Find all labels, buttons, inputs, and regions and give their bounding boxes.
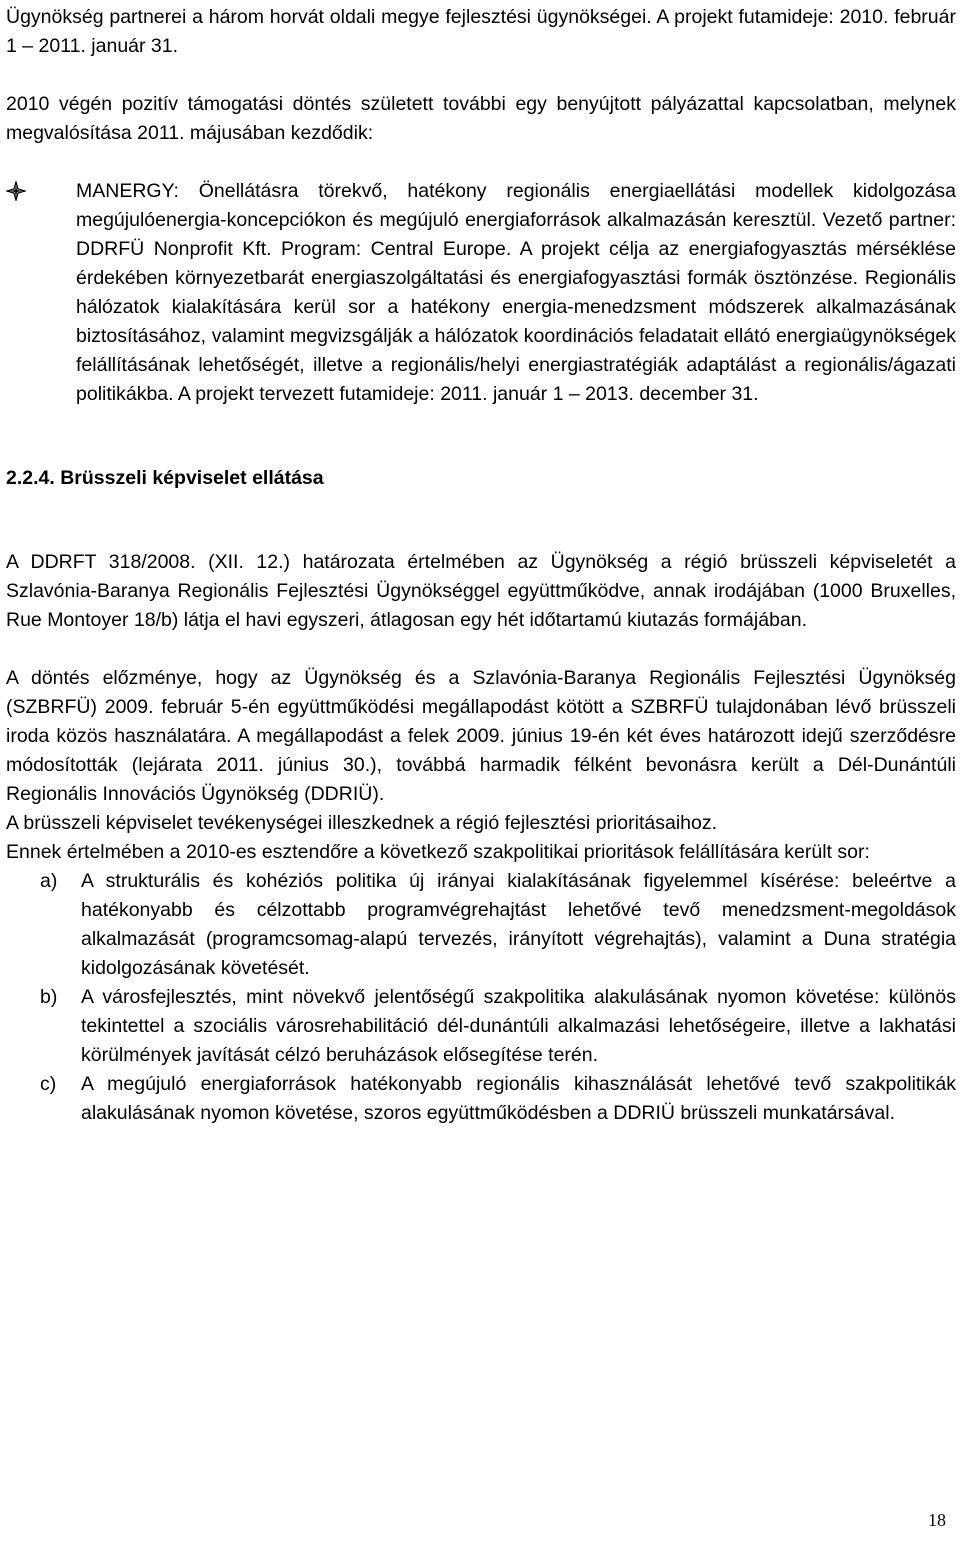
paragraph-intro-continuation: Ügynökség partnerei a három horvát oldali megye fejlesztési ügynökségei. A projekt futamideje: 2010. február 1 – 2011. január 31. <box>6 6 956 57</box>
bullet-item-manergy <box>6 177 956 409</box>
priority-text: A városfejlesztés, mint növekvő jelentőségű szakpolitika alakulásának nyomon követése: különös tekintettel a szociális városrehabilitáció dél-dunántúli alkalmazási lehetőségeire, illetve a lakhatási körülmények javítását célzó beruházások elősegítése terén. <box>81 986 956 1066</box>
priority-text: A strukturális és kohéziós politika új irányai kialakításának figyelemmel kísérése: beleértve a hatékonyabb és célzottabb programvégrehajtást lehetővé tevő menedzsment-megoldások alkalmazását (programcsomag-alapú tervezés, irányított végrehajtás), valamint a Duna stratégia kidolgozásának követését. <box>81 870 956 979</box>
paragraph-priorities-intro: Ennek értelmében a 2010-es esztendőre a következő szakpolitikai prioritások felállítására került sor: <box>6 841 870 863</box>
priority-text: A megújuló energiaforrások hatékonyabb regionális kihasználását lehetővé tevő szakpolitikák alakulásának nyomon követése, szoros együttműködésben a DDRIÜ brüsszeli munkatársával. <box>81 1073 956 1124</box>
priority-letter: c) <box>40 1073 57 1095</box>
priority-letter: b) <box>40 986 58 1008</box>
spacer <box>6 61 956 90</box>
spacer <box>6 493 956 548</box>
paragraph-ddrft-decision: A DDRFT 318/2008. (XII. 12.) határozata értelmében az Ügynökség a régió brüsszeli képviseletét a Szlavónia-Baranya Regionális Fejlesztési Ügynökséggel együttműködve, annak irodájában (1000 Bruxelles, Rue Montoyer 18/b) látja el havi egyszeri, átlagosan egy hét időtartamú kiutazás formájában. <box>6 551 956 631</box>
spacer <box>6 635 956 664</box>
section-title: Brüsszeli képviselet ellátása <box>60 467 324 489</box>
paragraph-decision-2010: 2010 végén pozitív támogatási döntés született további egy benyújtott pályázattal kapcsolatban, melynek megvalósítása 2011. májusában kezdődik: <box>6 93 956 144</box>
document-page <box>6 3 956 1128</box>
section-number: 2.2.4. <box>6 467 55 489</box>
spacer <box>6 148 956 177</box>
paragraph-background: A döntés előzménye, hogy az Ügynökség és a Szlavónia-Baranya Regionális Fejlesztési Ügynökség (SZBRFÜ) 2009. február 5-én együttműködési megállapodást kötött a SZBRFÜ tulajdonában lévő brüsszeli iroda közös használatára. A megállapodást a felek 2009. június 19-én két éves határozott idejű szerződésre módosították (lejárata 2011. június 30.), továbbá harmadik félként bevonásra került a Dél-Dunántúli Regionális Innovációs Ügynökség (DDRIÜ). <box>6 667 956 805</box>
section-heading <box>6 464 956 493</box>
priority-item-b <box>6 983 956 1070</box>
paragraph-activities: A brüsszeli képviselet tevékenységei illeszkednek a régió fejlesztési prioritásaihoz. <box>6 812 718 834</box>
diamond-bullet-icon <box>6 181 26 201</box>
spacer <box>6 409 956 464</box>
bullet-text-manergy: MANERGY: Önellátásra törekvő, hatékony regionális energiaellátási modellek kidolgozása megújulóenergia-koncepciókon és megújuló energiaforrások alkalmazásán keresztül. Vezető partner: DDRFÜ Nonprofit Kft. Program: Central Europe. A projekt célja az energiafogyasztás mérséklése érdekében környezetbarát energiaszolgáltatási és energiafogyasztási formák ösztönzése. Regionális hálózatok kialakítására kerül sor a hatékony energia-menedzsment módszerek alkalmazásának biztosításához, valamint megvizsgálják a hálózatok koordinációs feladatait ellátó energiaügynökségek felállításának lehetőségét, illetve a regionális/helyi energiastratégiák adaptálást a regionális/ágazati politikákba. A projekt tervezett futamideje: 2011. január 1 – 2013. december 31. <box>76 180 956 405</box>
priority-item-c <box>6 1070 956 1128</box>
priority-letter: a) <box>40 870 58 892</box>
priority-item-a <box>6 867 956 983</box>
page-number: 18 <box>928 1510 946 1530</box>
